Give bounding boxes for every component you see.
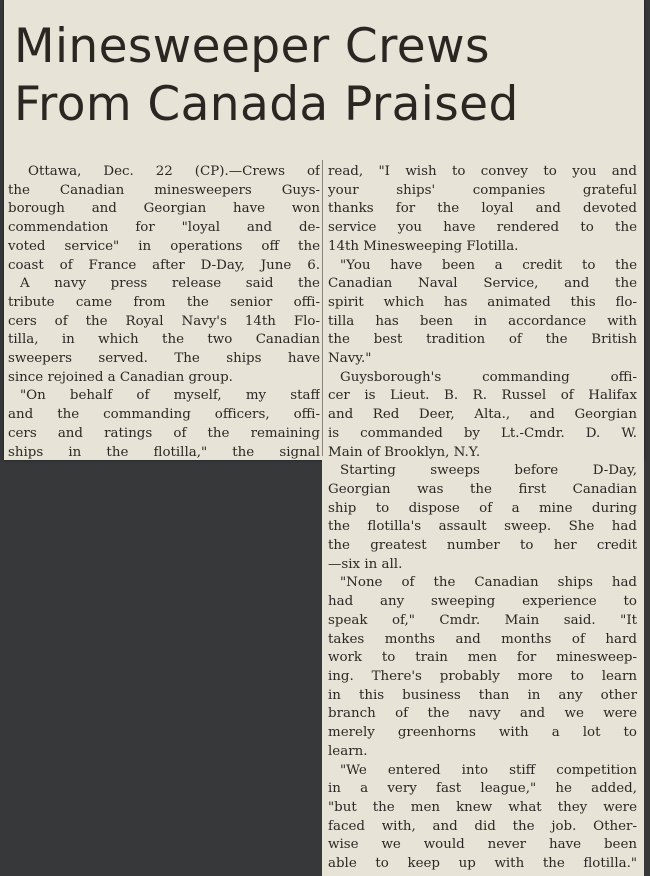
text-line: in a very fast league," he added, <box>328 781 637 797</box>
text-line: A navy press release said the <box>20 276 320 292</box>
text-line: learn. <box>328 743 368 759</box>
text-line: "None of the Canadian ships had <box>340 575 637 591</box>
text-line: branch of the navy and we were <box>328 706 637 722</box>
text-line: service you have rendered to the <box>328 220 637 236</box>
text-line: 14th Minesweeping Flotilla. <box>328 238 519 254</box>
text-line: "We entered into stiff competition <box>340 762 637 778</box>
text-line: spirit which has animated this flo- <box>328 294 637 310</box>
text-line: the best tradition of the British <box>328 332 637 348</box>
text-line: work to train men for minesweep- <box>328 650 637 666</box>
text-line: cers of the Royal Navy's 14th Flo- <box>8 313 320 329</box>
text-line: had any sweeping experience to <box>328 594 637 610</box>
text-line: tilla has been in accordance with <box>328 313 637 329</box>
text-line: ship to dispose of a mine during <box>328 500 637 516</box>
article-right-column <box>328 163 637 874</box>
text-line: and the commanding officers, offi- <box>8 407 320 423</box>
text-line: Georgian was the first Canadian <box>328 481 637 497</box>
text-line: cer is Lieut. B. R. Russel of Halifax <box>328 388 637 404</box>
text-line: merely greenhorns with a lot to <box>328 725 637 741</box>
text-line: speak of," Cmdr. Main said. "It <box>328 612 637 628</box>
text-line: Ottawa, Dec. 22 (CP).—Crews of <box>28 164 320 179</box>
text-line: cers and ratings of the remaining <box>8 425 320 441</box>
headline-line-1: Minesweeper Crews <box>14 19 490 74</box>
text-line: since rejoined a Canadian group. <box>8 369 233 385</box>
text-line: the greatest number to her credit <box>328 538 637 554</box>
text-line: Navy." <box>328 351 372 367</box>
text-line: read, "I wish to convey to you and <box>328 164 637 179</box>
article-left-column <box>8 163 320 462</box>
headline-line-2: From Canada Praised <box>14 77 519 132</box>
text-line: Main of Brooklyn, N.Y. <box>328 444 481 460</box>
headline <box>14 18 634 134</box>
text-line: is commanded by Lt.-Cmdr. D. W. <box>328 425 637 441</box>
text-line: —six in all. <box>328 556 403 572</box>
text-line: "You have been a credit to the <box>340 257 637 273</box>
text-line: your ships' companies grateful <box>328 182 637 198</box>
text-line: borough and Georgian have won <box>8 201 320 217</box>
text-line: takes months and months of hard <box>328 631 637 647</box>
text-line: Canadian Naval Service, and the <box>328 276 637 292</box>
text-line: Guysborough's commanding offi- <box>340 369 637 385</box>
text-line: able to keep up with the flotilla." <box>328 856 637 872</box>
text-line: ships in the flotilla," the signal <box>8 444 320 460</box>
text-line: voted service" in operations off the <box>8 238 320 254</box>
text-line: the flotilla's assault sweep. She had <box>328 519 637 535</box>
text-line: thanks for the loyal and devoted <box>328 201 637 217</box>
text-line: and Red Deer, Alta., and Georgian <box>328 407 637 423</box>
column-divider <box>322 160 323 456</box>
text-line: tribute came from the senior offi- <box>8 294 320 310</box>
text-line: wise we would never have been <box>328 837 637 853</box>
text-line: sweepers served. The ships have <box>8 351 320 367</box>
text-line: faced with, and did the job. Other- <box>328 818 637 834</box>
text-line: the Canadian minesweepers Guys- <box>8 182 320 198</box>
text-line: in this business than in any other <box>328 687 637 703</box>
text-line: commendation for "loyal and de- <box>8 220 320 236</box>
text-line: "but the men knew what they were <box>328 799 637 815</box>
text-line: ing. There's probably more to learn <box>328 668 637 684</box>
text-line: coast of France after D-Day, June 6. <box>8 257 320 273</box>
text-line: Starting sweeps before D-Day, <box>340 463 637 479</box>
text-line: tilla, in which the two Canadian <box>8 332 320 348</box>
text-line: "On behalf of myself, my staff <box>20 388 320 404</box>
